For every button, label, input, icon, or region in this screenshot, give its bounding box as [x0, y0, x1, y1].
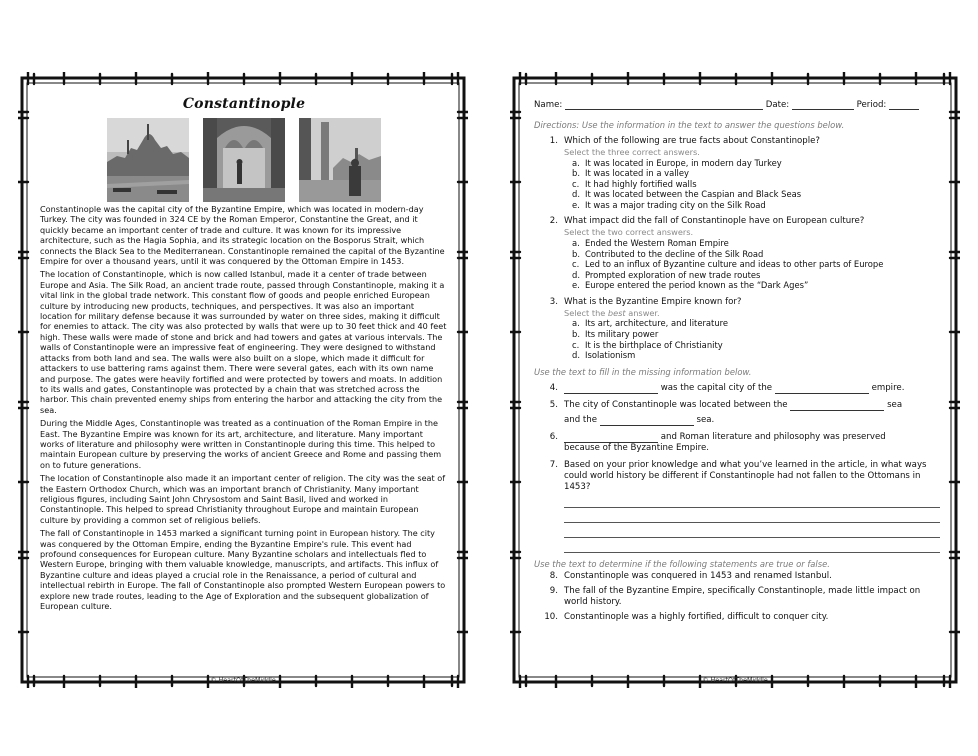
answer-option[interactable] — [572, 340, 940, 351]
question-10 — [532, 612, 940, 623]
paragraph-3: During the Middle Ages, Constantinople was treated as a continuation of the Roman Empire in the East. The Byzantine Empire was known for its art, architecture, and literature. Many important works of literature and philosophy were written in Constantinople during this time. This helped to maintain European culture by preserving the works of ancient Greece and Rome and passing them on to future generations. — [40, 418, 442, 470]
option-text: Led to an influx of Byzantine culture and ideas to other parts of Europe — [585, 259, 884, 270]
option-letter: c. — [572, 178, 580, 189]
question-number: 9. — [549, 585, 558, 596]
option-text: It had highly fortified walls — [585, 178, 697, 189]
option-letter: d. — [572, 189, 580, 200]
reading-page — [18, 72, 468, 688]
option-letter: e. — [572, 199, 580, 210]
directions-true-false: Use the text to determine if the following statements are true or false. — [534, 558, 830, 569]
question-3 — [532, 297, 940, 361]
question-number: 7. — [549, 459, 558, 470]
directions-questions: Directions: Use the information in the text to answer the questions below. — [534, 120, 845, 130]
answer-line[interactable] — [564, 542, 940, 553]
blank-field[interactable] — [564, 433, 658, 443]
question-1 — [532, 136, 940, 210]
answer-options — [564, 318, 940, 360]
question-hint: Select the two correct answers. — [564, 227, 694, 238]
questions-page — [510, 72, 960, 688]
reading-content — [40, 92, 448, 672]
question-5 — [532, 400, 940, 426]
question-text — [564, 383, 940, 394]
option-text: It was a major trading city on the Silk Road — [585, 199, 766, 210]
date-label: Date: — [765, 100, 790, 110]
option-letter: a. — [572, 318, 580, 329]
option-text: Its military power — [585, 329, 659, 340]
copyright-footer: © HeartOfTheMiddle — [210, 677, 276, 684]
option-letter: a. — [572, 237, 580, 248]
copyright-footer: © HeartOfTheMiddle — [702, 677, 768, 684]
question-fragment: and Roman literature and philosophy was preserved — [660, 431, 886, 442]
blank-field[interactable] — [790, 401, 884, 411]
question-fragment: sea — [887, 399, 903, 410]
answer-line[interactable] — [564, 527, 940, 538]
question-8 — [532, 571, 940, 582]
answer-option[interactable] — [572, 200, 940, 211]
question-text: Based on your prior knowledge and what you’ve learned in the article, in what ways could world history be different if Constantinople had not fallen to the Ottomans in 1453? — [564, 459, 927, 492]
question-9 — [532, 586, 940, 608]
question-number: 6. — [549, 431, 558, 442]
question-text-line2: because of the Byzantine Empire. — [564, 442, 709, 453]
option-letter: d. — [572, 350, 580, 361]
question-6 — [532, 432, 940, 454]
question-2 — [532, 216, 940, 290]
answer-option[interactable] — [572, 259, 940, 270]
option-letter: c. — [572, 259, 580, 270]
question-text: Which of the following are true facts about Constantinople? — [564, 136, 820, 146]
answer-option[interactable] — [572, 270, 940, 281]
question-number: 2. — [549, 216, 558, 227]
answer-option[interactable] — [572, 329, 940, 340]
answer-options — [564, 238, 940, 291]
option-letter: b. — [572, 168, 580, 179]
hint-emphasis: best — [607, 307, 626, 318]
ancient-harbor-photo — [299, 118, 381, 202]
directions-fill-in: Use the text to fill in the missing information below. — [534, 366, 752, 377]
option-letter: e. — [572, 280, 580, 291]
hint-text: Select the — [564, 307, 608, 318]
question-number: 5. — [549, 399, 558, 410]
answer-option[interactable] — [572, 249, 940, 260]
question-number: 4. — [549, 382, 558, 393]
period-field[interactable] — [889, 100, 919, 110]
option-text: Isolationism — [585, 350, 636, 361]
question-text — [564, 400, 940, 411]
city-skyline-photo — [107, 118, 189, 202]
answer-option[interactable] — [572, 168, 940, 179]
option-text: It was located in Europe, in modern day Turkey — [585, 157, 782, 168]
question-7 — [532, 460, 940, 553]
period-label: Period: — [856, 100, 887, 110]
question-text-line2 — [564, 415, 940, 426]
question-number: 3. — [549, 296, 558, 307]
question-fragment: The city of Constantinople was located between the — [564, 399, 788, 410]
paragraph-1: Constantinople was the capital city of the Byzantine Empire, which was located in modern-day Turkey. The city was founded in 324 CE by the Roman Emperor, Constantine the Great, and it quickly became an important center of trade and culture. It was known for its impressive architecture, such as the Hagia Sophia, and its strategic location on the Bosporus Strait, which connects the Black Sea to the Mediterranean. Constantinople remained the capital of the Byzantine Empire for over a thousand years, until it was conquered by the Ottoman Empire in 1453. — [40, 204, 445, 267]
option-letter: b. — [572, 248, 580, 259]
option-letter: d. — [572, 269, 580, 280]
question-text: Constantinople was conquered in 1453 and renamed Istanbul. — [564, 570, 832, 581]
option-letter: c. — [572, 339, 580, 350]
blank-field[interactable] — [775, 384, 869, 394]
answer-option[interactable] — [572, 158, 940, 169]
answer-option[interactable] — [572, 238, 940, 249]
paragraph-4: The location of Constantinople also made it an important center of religion. The city was the seat of the Eastern Orthodox Church, which was an important branch of Christianity. Many important religious figures, including Saint John Chrysostom and Saint Basil, lived and worked in Constantinople. This helped to spread Christianity throughout Europe and maintain European culture by providing a common set of religious beliefs. — [40, 473, 446, 525]
option-text: Its art, architecture, and literature — [585, 318, 729, 329]
name-field[interactable] — [565, 100, 763, 110]
option-letter: b. — [572, 329, 580, 340]
answer-option[interactable] — [572, 280, 940, 291]
answer-option[interactable] — [572, 179, 940, 190]
option-letter: a. — [572, 157, 580, 168]
hint-text: answer. — [625, 307, 660, 318]
answer-options — [564, 158, 940, 211]
student-info-line — [534, 100, 940, 110]
question-fragment: and the — [564, 414, 598, 425]
option-text: Prompted exploration of new trade routes — [585, 269, 761, 280]
question-text: Constantinople was a highly fortified, difficult to conquer city. — [564, 611, 829, 622]
question-text: What is the Byzantine Empire known for? — [564, 296, 742, 307]
answer-option[interactable] — [572, 318, 940, 329]
option-text: It was located in a valley — [585, 168, 689, 179]
question-fragment: empire. — [871, 382, 905, 393]
blank-field[interactable] — [600, 416, 694, 426]
question-hint — [564, 308, 940, 319]
answer-line[interactable] — [564, 497, 940, 508]
option-text: It is the birthplace of Christianity — [585, 339, 723, 350]
worksheet-title: Constantinople — [182, 96, 306, 112]
question-number: 8. — [549, 570, 558, 581]
question-4 — [532, 383, 940, 394]
paragraph-2: The location of Constantinople, which is now called Istanbul, made it a center of trade between Europe and Asia. The Silk Road, an ancient trade route, passed through Constantinople, making it a vital link in the global trade network. This constant flow of goods and people enriched European culture by introducing new products, techniques, and perspectives. It was also an important location for military defense because it was surrounded by water on three sides, making it difficult for enemies to attack. The city was also protected by walls that were up to 30 feet thick and 40 feet high. These walls were made of stone and brick and had towers and gates at various intervals. The walls of Constantinople were an impressive feat of engineering. They were designed to withstand attacks from both land and sea. The walls were also built on a slope, which made it difficult for attackers to use battering rams against them. There were several gates, each with its own name and purpose. The gates were heavily fortified and were protected by towers and moats. In addition to its walls and gates, Constantinople was protected by a chain that was stretched across the harbor. This chain prevented enemy ships from entering the harbor and attacking the city from the sea. — [40, 269, 447, 415]
answer-option[interactable] — [572, 350, 940, 361]
question-text: What impact did the fall of Constantinople have on European culture? — [564, 216, 865, 227]
answer-option[interactable] — [572, 189, 940, 200]
photo-row — [40, 118, 448, 202]
option-text: Europe entered the period known as the “Dark Ages” — [585, 280, 809, 291]
answer-line[interactable] — [564, 512, 940, 523]
question-hint: Select the three correct answers. — [564, 147, 700, 157]
option-text: Ended the Western Roman Empire — [585, 237, 729, 248]
question-fragment: sea. — [696, 414, 715, 425]
question-number: 1. — [549, 136, 558, 146]
name-label: Name: — [534, 100, 563, 110]
questions-content — [532, 92, 940, 672]
option-text: It was located between the Caspian and Black Seas — [585, 189, 802, 200]
date-field[interactable] — [792, 100, 854, 110]
blank-field[interactable] — [564, 384, 658, 394]
question-number: 10. — [544, 611, 558, 622]
option-text: Contributed to the decline of the Silk Road — [585, 248, 764, 259]
paragraph-5: The fall of Constantinople in 1453 marked a significant turning point in European history. The city was conquered by the Ottoman Empire, ending the Byzantine Empire's rule. This event had profound consequences for European culture. Many Byzantine scholars and intellectuals fled to Western Europe, bringing with them valuable knowledge, manuscripts, and artifacts. This influx of Byzantine culture and ideas played a crucial role in the Renaissance, a period of cultural and intellectual rebirth in Europe. The fall of Constantinople also prompted Western European powers to explore new trade routes, leading to the Age of Exploration and the subsequent globalization of European culture. — [40, 528, 446, 612]
arched-colonnade-photo — [203, 118, 285, 202]
question-text — [564, 432, 940, 443]
question-fragment: was the capital city of the — [660, 382, 773, 393]
question-text: The fall of the Byzantine Empire, specifically Constantinople, made little impact on world history. — [564, 585, 921, 607]
